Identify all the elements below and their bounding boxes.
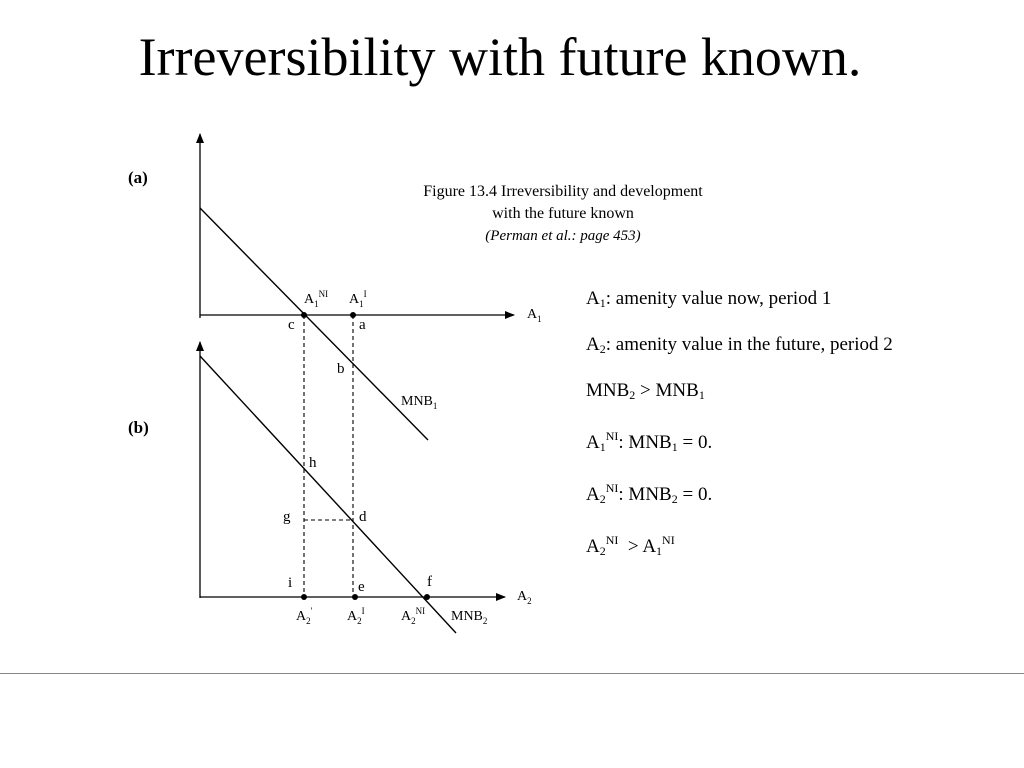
mnb1-label: $MNB_1$ (401, 394, 438, 411)
definition-text: : MNB (618, 432, 672, 453)
definition-text: : amenity value now, period 1 (605, 288, 832, 309)
point-b-label: b (337, 361, 345, 377)
figure-caption (378, 181, 748, 247)
point-c-label: c (288, 317, 295, 333)
caption-line-2: with the future known (492, 205, 634, 222)
definition-text: 2 (599, 544, 606, 558)
definition-text: > MNB (635, 380, 699, 401)
tick-a2-prime-label: $A_2'$ (296, 606, 313, 626)
caption-line-1: Figure 13.4 Irreversibility and development (423, 183, 703, 200)
tick-a2-i-label: $A_2^I$ (347, 606, 365, 626)
point-a-dot (350, 312, 356, 318)
panel-a-label: (a) (128, 168, 148, 187)
tick-a1-i-label: $A_1^I$ (349, 289, 367, 309)
definition-text: 1 (671, 440, 678, 454)
slide-title: Irreversibility with future known. (138, 27, 862, 87)
definition-text: 1 (698, 388, 705, 402)
definition-text: : amenity value in the future, period 2 (605, 334, 893, 355)
point-c-dot (301, 312, 307, 318)
definition-text: A (586, 536, 600, 557)
definition-line (586, 370, 1016, 416)
definition-text: > A (618, 536, 657, 557)
mnb2-label: $MNB_2$ (451, 609, 488, 626)
tick-a2-ni-label: $A_2^{NI}$ (401, 606, 426, 626)
definition-line (586, 520, 1016, 572)
definition-text: A (586, 484, 600, 505)
point-h-label: h (309, 455, 317, 471)
definition-text: 2 (599, 492, 606, 506)
definition-text: A (586, 288, 600, 309)
definition-text: MNB (586, 380, 630, 401)
definition-text: 1 (599, 296, 606, 310)
point-d-label: d (359, 509, 367, 525)
definition-text: 2 (629, 388, 636, 402)
tick-a1-ni-label: $A_1^{NI}$ (304, 289, 329, 309)
definitions-list (586, 278, 1016, 572)
panel-b-label: (b) (128, 418, 149, 437)
definition-text: = 0. (677, 432, 713, 453)
definition-text: NI (605, 429, 619, 443)
definition-text: 1 (656, 544, 663, 558)
point-i-dot (301, 594, 307, 600)
definition-text: = 0. (677, 484, 713, 505)
definition-text: 1 (599, 440, 606, 454)
definition-text: A (586, 334, 600, 355)
definition-line (586, 416, 1016, 468)
definition-line (586, 468, 1016, 520)
bottom-divider (0, 673, 1024, 674)
point-f-dot (424, 594, 430, 600)
definition-line (586, 278, 1016, 324)
definition-text: 2 (599, 342, 606, 356)
definition-text: 2 (671, 492, 678, 506)
axis-a2-label: $A_2$ (517, 589, 532, 606)
definition-line (586, 324, 1016, 370)
definition-text: : MNB (618, 484, 672, 505)
point-g-label: g (283, 509, 291, 525)
definition-text: NI (662, 533, 675, 547)
definition-text: A (586, 432, 600, 453)
definition-text: NI (605, 481, 619, 495)
point-a-label: a (359, 317, 366, 333)
point-i-label: i (288, 575, 293, 591)
figure-citation: (Perman et al.: page 453) (485, 228, 641, 244)
point-f-label: f (427, 574, 432, 590)
point-e-label: e (358, 579, 365, 595)
definition-text: NI (605, 533, 619, 547)
axis-a1-label: $A_1$ (527, 307, 542, 324)
